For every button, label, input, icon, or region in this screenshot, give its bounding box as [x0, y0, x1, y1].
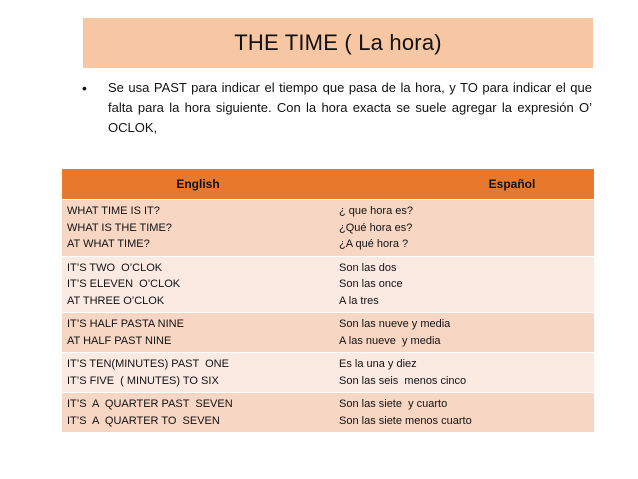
cell-line: Son las siete menos cuarto	[339, 414, 472, 427]
bullet-paragraph	[82, 78, 592, 138]
cell-line: AT HALF PAST NINE	[67, 334, 172, 347]
cell-line: ¿A qué hora ?	[339, 238, 409, 250]
cell-english	[62, 353, 334, 393]
cell-line: IT’S TWO O’CLOK	[67, 261, 163, 274]
header-espanol: Español	[334, 169, 594, 200]
cell-line: IT’S A QUARTER TO SEVEN	[67, 414, 220, 427]
table-row	[62, 256, 594, 313]
cell-line: A la tres	[339, 294, 379, 307]
title-banner	[83, 18, 593, 68]
cell-line: IT’S FIVE ( MINUTES) TO SIX	[67, 374, 219, 387]
page-title: THE TIME ( La hora)	[234, 30, 442, 55]
cell-line: Son las once	[339, 278, 403, 290]
cell-line: ¿Qué hora es?	[339, 221, 413, 234]
cell-line: IT’S HALF PASTA NINE	[67, 318, 184, 330]
cell-line: A las nueve y media	[339, 334, 441, 347]
cell-espanol	[334, 353, 594, 393]
bullet-text: Se usa PAST para indicar el tiempo que pasa de la hora, y TO para indicar el que falta para la hora siguiente. Con la hora exacta se suele agregar la expresión O’ OCLOK,	[108, 80, 592, 135]
cell-english	[62, 200, 334, 257]
table-row	[62, 353, 594, 393]
cell-espanol	[334, 200, 594, 257]
cell-english	[62, 393, 334, 433]
cell-line: IT’S TEN(MINUTES) PAST ONE	[67, 358, 229, 370]
table-row	[62, 393, 594, 433]
cell-english	[62, 313, 334, 353]
cell-espanol	[334, 256, 594, 313]
cell-line: Es la una y diez	[339, 358, 417, 370]
table-header-row	[62, 169, 594, 200]
header-english: English	[62, 169, 334, 200]
cell-english	[62, 256, 334, 313]
cell-line: IT’S ELEVEN O’CLOK	[67, 278, 181, 290]
cell-line: AT WHAT TIME?	[67, 238, 150, 250]
cell-line: Son las siete y cuarto	[339, 398, 448, 410]
cell-espanol	[334, 393, 594, 433]
cell-line: AT THREE O’CLOK	[67, 294, 165, 307]
cell-line: IT’S A QUARTER PAST SEVEN	[67, 398, 233, 410]
time-expressions-table	[62, 169, 594, 432]
cell-line: Son las dos	[339, 261, 397, 274]
cell-line: WHAT IS THE TIME?	[67, 221, 172, 234]
cell-espanol	[334, 313, 594, 353]
cell-line: ¿ que hora es?	[339, 205, 413, 217]
bullet-marker: •	[82, 80, 87, 96]
table-row	[62, 313, 594, 353]
cell-line: WHAT TIME IS IT?	[67, 205, 160, 217]
table-row	[62, 200, 594, 257]
cell-line: Son las seis menos cinco	[339, 374, 467, 387]
cell-line: Son las nueve y media	[339, 318, 451, 330]
